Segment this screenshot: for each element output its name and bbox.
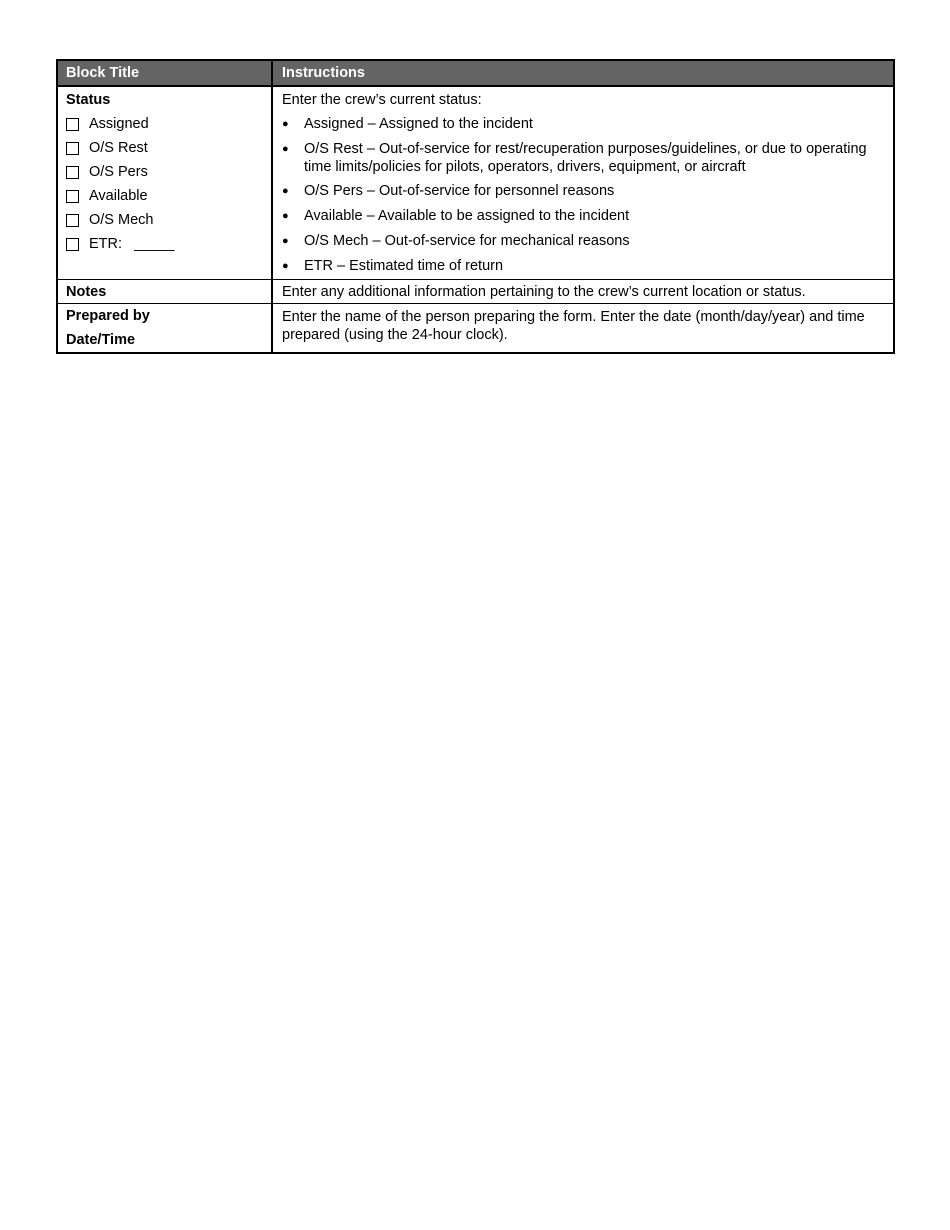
bullet-text-etr: ETR – Estimated time of return bbox=[304, 258, 504, 274]
list-item bbox=[282, 115, 884, 133]
status-bullet-list bbox=[282, 115, 884, 275]
list-item bbox=[282, 232, 884, 250]
etr-label: ETR: _____ bbox=[89, 236, 175, 252]
date-time-label: Date/Time bbox=[66, 332, 136, 348]
bullet-text-os-rest: O/S Rest – Out-of-service for rest/recuperation purposes/guidelines, or due to operating time limits/policies for pilots, operators, drivers, equipment, or aircraft bbox=[304, 141, 867, 175]
notes-label: Notes bbox=[58, 280, 273, 303]
status-options-cell bbox=[58, 87, 273, 279]
os-mech-label: O/S Mech bbox=[89, 212, 154, 228]
prepared-instruction: Enter the name of the person preparing the form. Enter the date (month/day/year) and time prepared (using the 24-hour clock). bbox=[282, 309, 865, 343]
prepared-labels-cell bbox=[58, 304, 273, 352]
list-item bbox=[282, 257, 884, 275]
table-header-row bbox=[58, 61, 893, 86]
os-pers-checkbox[interactable] bbox=[66, 166, 79, 179]
bullet-text-assigned: Assigned – Assigned to the incident bbox=[304, 116, 533, 132]
header-block-title: Block Title bbox=[58, 61, 273, 85]
instructions-table bbox=[56, 59, 895, 354]
status-option-os-rest[interactable] bbox=[66, 136, 263, 160]
status-row bbox=[58, 86, 893, 279]
available-checkbox[interactable] bbox=[66, 190, 79, 203]
prepared-row bbox=[58, 303, 893, 352]
bullet-icon: ● bbox=[282, 118, 289, 130]
list-item bbox=[282, 140, 884, 176]
bullet-text-os-mech: O/S Mech – Out-of-service for mechanical reasons bbox=[304, 233, 630, 249]
bullet-icon: ● bbox=[282, 210, 289, 222]
status-intro-text: Enter the crew’s current status: bbox=[282, 92, 482, 108]
available-label: Available bbox=[89, 188, 148, 204]
os-mech-checkbox[interactable] bbox=[66, 214, 79, 227]
os-pers-label: O/S Pers bbox=[89, 164, 148, 180]
status-option-os-pers[interactable] bbox=[66, 160, 263, 184]
status-option-os-mech[interactable] bbox=[66, 208, 263, 232]
bullet-icon: ● bbox=[282, 185, 289, 197]
list-item bbox=[282, 207, 884, 225]
status-option-assigned[interactable] bbox=[66, 112, 263, 136]
status-option-available[interactable] bbox=[66, 184, 263, 208]
bullet-icon: ● bbox=[282, 260, 289, 272]
bullet-text-available: Available – Available to be assigned to the incident bbox=[304, 208, 630, 224]
notes-instruction: Enter any additional information pertaining to the crew’s current location or status. bbox=[282, 284, 806, 300]
bullet-text-os-pers: O/S Pers – Out-of-service for personnel reasons bbox=[304, 183, 615, 199]
header-instructions: Instructions bbox=[282, 65, 365, 81]
list-item bbox=[282, 182, 884, 200]
notes-row bbox=[58, 279, 893, 303]
status-option-etr[interactable] bbox=[66, 232, 263, 256]
assigned-checkbox[interactable] bbox=[66, 118, 79, 131]
status-label: Status bbox=[66, 92, 111, 108]
os-rest-checkbox[interactable] bbox=[66, 142, 79, 155]
bullet-icon: ● bbox=[282, 143, 289, 155]
etr-checkbox[interactable] bbox=[66, 238, 79, 251]
prepared-by-label: Prepared by bbox=[66, 308, 150, 324]
os-rest-label: O/S Rest bbox=[89, 140, 148, 156]
bullet-icon: ● bbox=[282, 235, 289, 247]
assigned-label: Assigned bbox=[89, 116, 149, 132]
status-instructions-cell bbox=[273, 87, 893, 279]
